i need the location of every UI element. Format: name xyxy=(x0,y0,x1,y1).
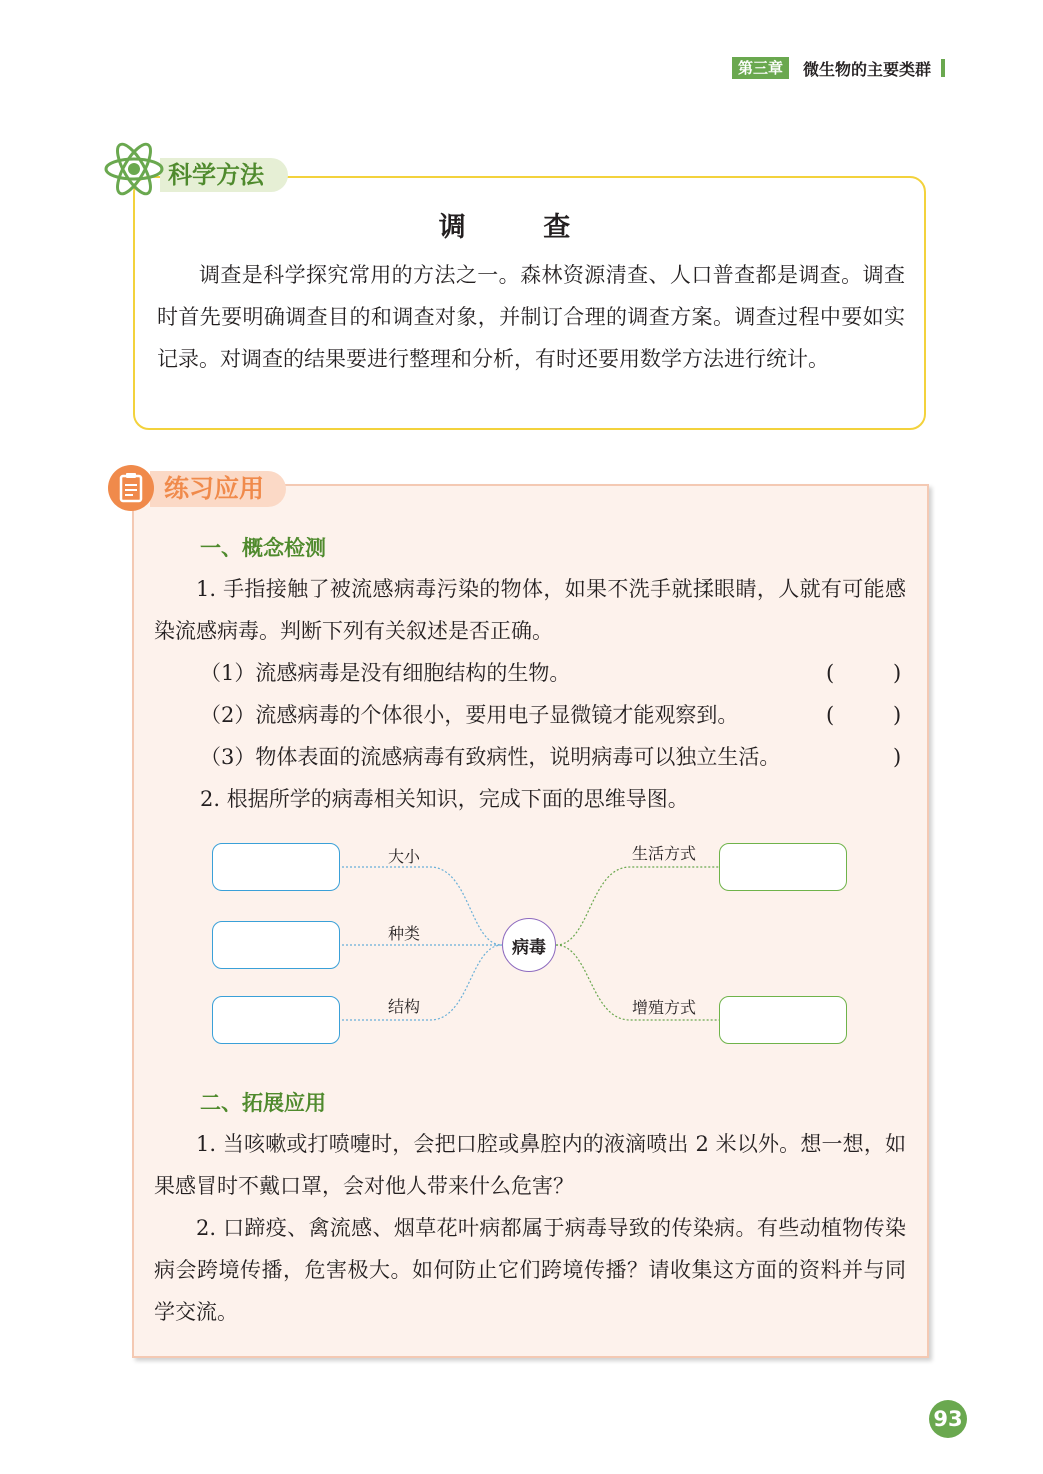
exercise-label: 练习应用 xyxy=(164,474,265,503)
answer-paren-close: ) xyxy=(893,745,902,769)
answer-paren-open: ( xyxy=(826,661,835,685)
judgement-item-2: （2）流感病毒的个体很小，要用电子显微镜才能观察到。 xyxy=(200,703,739,727)
page-number: 93 xyxy=(929,1400,967,1438)
mindmap-label-type: 种类 xyxy=(388,924,421,943)
method-title: 调 查 xyxy=(438,212,605,243)
mindmap-label-structure: 结构 xyxy=(388,997,421,1016)
section1-question1: 1. 手指接触了被流感病毒污染的物体，如果不洗手就揉眼睛，人就有可能感染流感病毒。判断下列有关叙述是否正确。 xyxy=(154,577,906,643)
judgement-item-1: （1）流感病毒是没有细胞结构的生物。 xyxy=(200,661,571,685)
section2-heading: 二、拓展应用 xyxy=(200,1091,326,1115)
answer-paren-open: ( xyxy=(826,703,835,727)
mindmap-label-reproduction: 增殖方式 xyxy=(632,998,697,1017)
chapter-badge: 第三章 xyxy=(732,57,789,79)
answer-paren-close: ) xyxy=(893,661,902,685)
section2-question2: 2. 口蹄疫、禽流感、烟草花叶病都属于病毒导致的传染病。有些动植物传染病会跨境传播，危害极大。如何防止它们跨境传播？请收集这方面的资料并与同学交流。 xyxy=(154,1216,906,1324)
mindmap-label-lifestyle: 生活方式 xyxy=(632,844,697,863)
section1-heading: 一、概念检测 xyxy=(200,536,326,560)
section2-question1: 1. 当咳嗽或打喷嚏时，会把口腔或鼻腔内的液滴喷出 2 米以外。想一想，如果感冒时不戴口罩，会对他人带来什么危害？ xyxy=(154,1132,906,1198)
mindmap-answer-box-lifestyle[interactable] xyxy=(719,843,847,891)
judgement-item-3: （3）物体表面的流感病毒有致病性，说明病毒可以独立生活。 xyxy=(200,745,781,769)
section1-question2: 2. 根据所学的病毒相关知识，完成下面的思维导图。 xyxy=(200,787,689,811)
mindmap-answer-box-reproduction[interactable] xyxy=(719,996,847,1044)
science-method-label: 科学方法 xyxy=(168,161,264,189)
mindmap-label-size: 大小 xyxy=(388,847,421,866)
mindmap-answer-box-structure[interactable] xyxy=(212,996,340,1044)
method-paragraph: 调查是科学探究常用的方法之一。森林资源清查、人口普查都是调查。调查时首先要明确调查目的和调查对象，并制订合理的调查方案。调查过程中要如实记录。对调查的结果要进行整理和分析，有时还要用数学方法进行统计。 xyxy=(157,263,905,371)
mindmap-center-node: 病毒 xyxy=(502,918,556,972)
answer-paren-close: ) xyxy=(893,703,902,727)
mindmap-answer-box-size[interactable] xyxy=(212,843,340,891)
chapter-title: 微生物的主要类群 xyxy=(803,59,932,79)
mindmap-answer-box-type[interactable] xyxy=(212,921,340,969)
